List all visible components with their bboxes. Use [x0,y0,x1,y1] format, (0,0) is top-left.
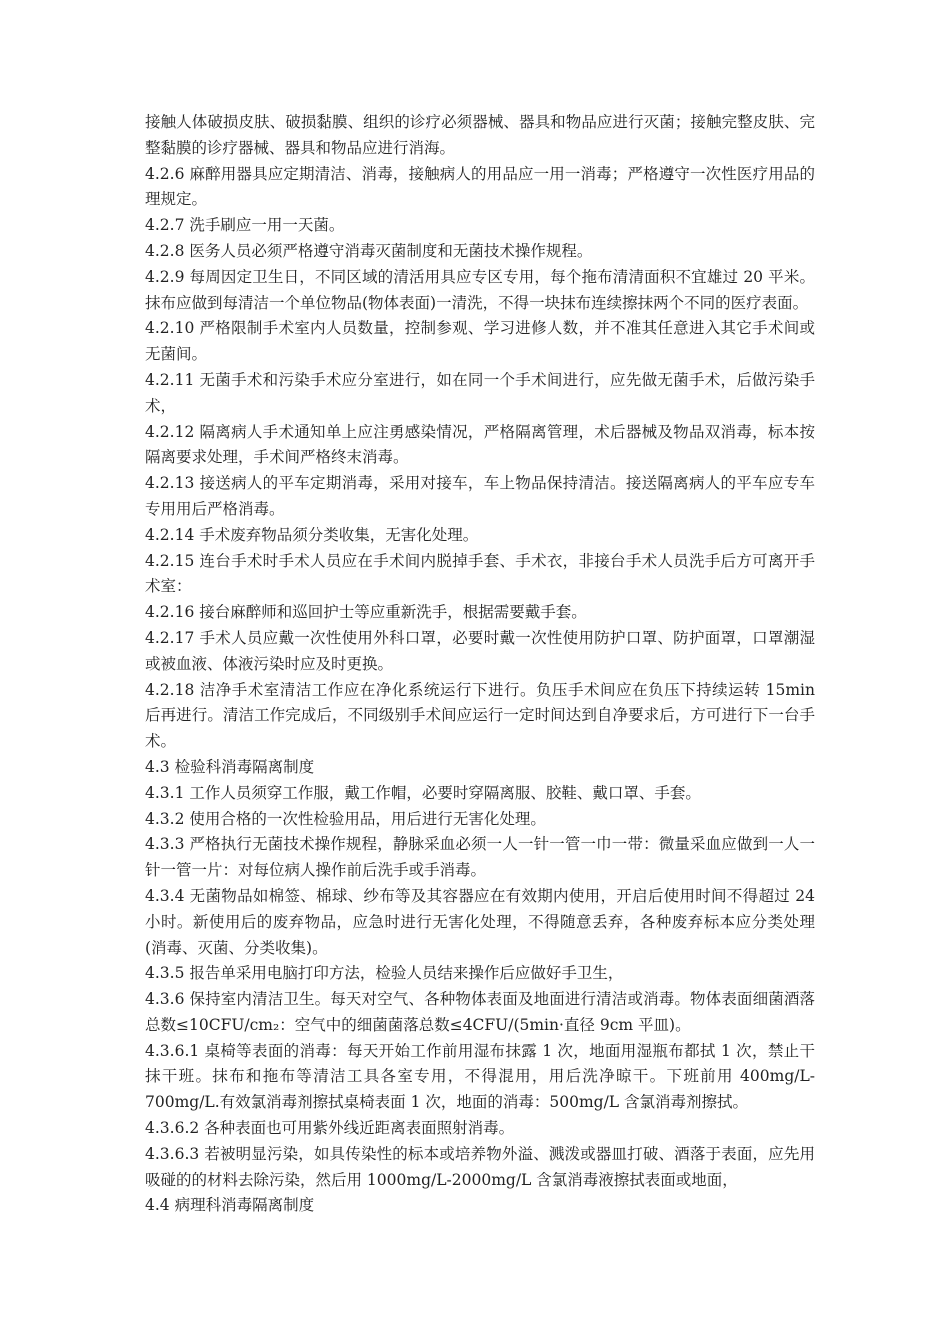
paragraph: 4.2.10 严格限制手术室内人员数量，控制参观、学习进修人数，并不准其任意进入其它手术间或无菌间。 [145,319,815,364]
paragraph: 接触人体破损皮肤、破损黏膜、组织的诊疗必须器械、器具和物品应进行灭菌；接触完整皮肤、完整黏膜的诊疗器械、器具和物品应进行消海。 [145,113,815,157]
paragraph: 4.2.6 麻醉用器具应定期清洁、消毒，接触病人的用品应一用一消毒；严格遵守一次性医疗用品的理规定。 [145,164,815,209]
paragraph: 4.2.8 医务人员必须严格遵守消毒灭菌制度和无菌技术操作规程。 [145,241,593,260]
paragraph: 4.3.6.2 各种表面也可用紫外线近距离表面照射消毒。 [145,1119,515,1138]
paragraph: 4.3.1 工作人员须穿工作服，戴工作帽，必要时穿隔离服、胶鞋、戴口罩、手套。 [145,783,701,802]
paragraph: 4.2.15 连台手术时手术人员应在手术间内脱掉手套、手术衣，非接台手术人员洗手后方可离开手术室： [145,551,815,596]
paragraph: 4.3.5 报告单采用电脑打印方法，检验人员结来操作后应做好手卫生， [145,964,624,983]
paragraph: 4.3.4 无菌物品如棉签、棉球、纱布等及其容器应在有效期内使用，开启后使用时间不得超过 24 小时。新使用后的废弃物品，应急时进行无害化处理，不得随意丢弃，各种废弃标本应分类处理(消毒、灭菌、分类收集)。 [145,886,815,957]
document-body [145,110,815,1219]
paragraph: 4.2.7 洗手刷应一用一天菌。 [145,216,345,235]
paragraph: 4.3.6 保持室内清洁卫生。每天对空气、各种物体表面及地面进行清洁或消毒。物体表面细菌酒落总数≤10CFU/cm₂：空气中的细菌菌落总数≤4CFU/(5min·直径 9cm 平皿)。 [145,990,815,1034]
paragraph: 4.2.14 手术废弃物品须分类收集，无害化处理。 [145,525,479,544]
paragraph: 4.2.16 接台麻醉师和巡回护士等应重新洗手，根据需要戴手套。 [145,603,587,622]
paragraph: 4.3.6.3 若被明显污染，如具传染性的标本或培养物外溢、溅泼或器皿打破、酒落于表面，应先用吸碰的的材料去除污染，然后用 1000mg/L-2000mg/L 含氯消毒液擦拭表面或地面， [145,1144,815,1189]
paragraph: 4.2.17 手术人员应戴一次性使用外科口罩，必要时戴一次性使用防护口罩、防护面罩，口罩潮湿或被血液、体液污染时应及时更换。 [145,628,815,673]
section-heading: 4.3 检验科消毒隔离制度 [145,757,315,776]
paragraph: 4.3.6.1 桌椅等表面的消毒：每天开始工作前用湿布抹露 1 次，地面用湿瓶布都拭 1 次，禁止干抹干班。抹布和拖布等清洁工具各室专用，不得混用，用后洗净晾干。下班前用 400mg/L-700mg/L.有效氯消毒剂擦拭桌椅表面 1 次，地面的消毒：500mg/L 含氯消毒剂擦拭。 [145,1041,815,1112]
paragraph: 4.2.9 每周因定卫生日，不同区域的清活用具应专区专用，每个拖布清清面积不宜雄过 20 平米。抹布应做到每清洁一个单位物品(物体表面)一清洗，不得一块抹布连续擦抹两个不同的医疗表面。 [145,267,815,312]
paragraph: 4.3.2 使用合格的一次性检验用品，用后进行无害化处理。 [145,809,546,828]
paragraph: 4.2.12 隔离病人手术通知单上应注勇感染情况，严格隔离管理，术后器械及物品双消毒，标本按隔离要求处理，手术间严格终末消毒。 [145,422,815,467]
paragraph: 4.2.11 无菌手术和污染手术应分室进行，如在同一个手术间进行，应先做无菌手术，后做污染手术， [145,370,815,415]
paragraph: 4.2.13 接送病人的平车定期消毒，采用对接车，车上物品保持清洁。接送隔离病人的平车应专车专用用后严格消毒。 [145,474,815,518]
section-heading: 4.4 病理科消毒隔离制度 [145,1196,315,1215]
paragraph: 4.2.18 洁净手术室清洁工作应在净化系统运行下进行。负压手术间应在负压下持续运转 15min 后再进行。清洁工作完成后，不同级别手术间应运行一定时间达到自净要求后，方可进行下一台手术。 [145,680,815,751]
paragraph: 4.3.3 严格执行无菌技术操作规程，静脉采血必须一人一针一管一巾一带：微量采血应做到一人一针一管一片：对每位病人操作前后洗手或手消毒。 [145,835,815,880]
